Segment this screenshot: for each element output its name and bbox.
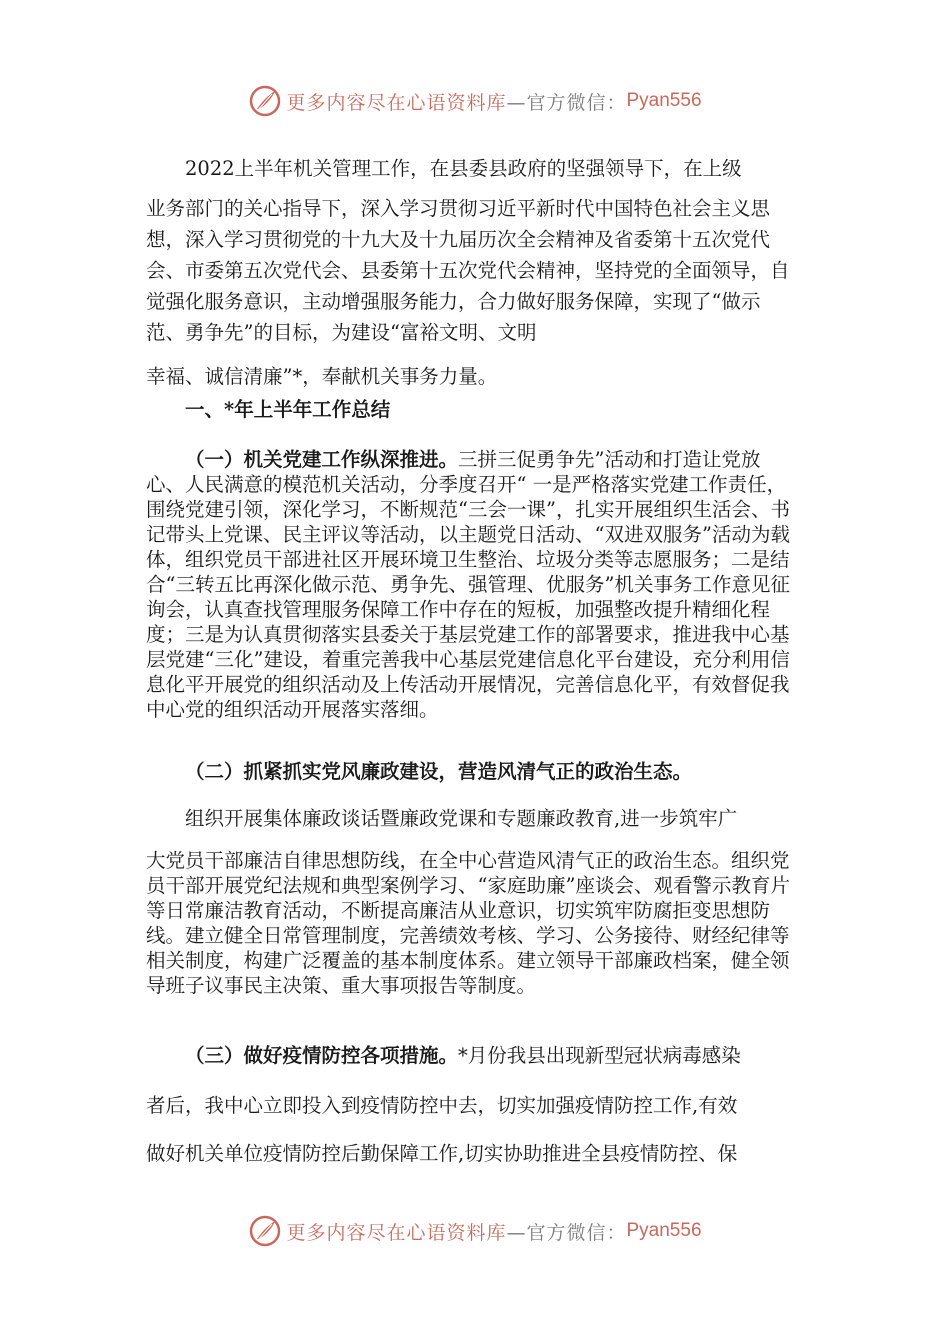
section1-title: （一）机关党建工作纵深推进。 — [185, 448, 459, 471]
section-integrity — [146, 757, 796, 998]
section3-title: （三）做好疫情防控各项措施。 — [185, 1044, 459, 1067]
section2-first-line: 组织开展集体廉政谈话暨廉政党课和专题廉政教育,进一步筑牢广 — [185, 807, 738, 830]
watermark-brand: 更多内容尽在心语资料库 — [286, 91, 507, 114]
section2-body: 大党员干部廉洁自律思想防线，在全中心营造风清气正的政治生态。组织党员干部开展党纪法规和典型案例学习、“家庭助廉”座谈会、观看警示教育片等日常廉洁教育活动，不断提高廉洁从业意识，切实筑牢防腐拒变思想防线。建立健全日常管理制度，完善绩效考核、学习、公务接待、财经纪律等相关制度，构建广泛覆盖的基本制度体系。建立领导干部廉政档案，健全领导班子议事民主决策、重大事项报告等制度。 — [146, 849, 790, 997]
watermark-id: Pyan556 — [626, 1220, 702, 1241]
header-watermark — [0, 84, 950, 118]
intro-paragraph — [146, 153, 796, 392]
feather-pen-logo-icon — [248, 84, 282, 118]
section1-paragraph — [146, 447, 796, 722]
section3-text: *月份我县出现新型冠状病毒感染 — [458, 1044, 741, 1067]
watermark-suffix: —官方微信： — [506, 91, 627, 114]
section3-line3: 做好机关单位疫情防控后勤保障工作,切实协助推进全县疫情防控、保 — [146, 1142, 738, 1165]
section3-line2: 者后，我中心立即投入到疫情防控中去，切实加强疫情防控工作,有效 — [146, 1094, 738, 1117]
section-heading — [146, 395, 796, 425]
section1-text: 三拼三促勇争先”活动和打造让党放心、人民满意的模范机关活动，分季度召开“ 一是严格落实党建工作责任，围绕党建引领，深化学习，不断规范“三会一课”，扎实开展组织生活会、书记带头上党课、民主评议等活动，以主题党日活动、“双进双服务”活动为载体，组织党员干部进社区开展环境卫生整治、垃圾分类等志愿服务；二是结合“三转五比再深化做示范、勇争先、强管理、优服务”机关事务工作意见征询会，认真查找管理服务保障工作中存在的短板，加强整改提升精细化程度；三是为认真贯彻落实县委关于基层党建工作的部署要求，推进我中心基层党建“三化”建设，着重完善我中心基层党建信息化平台建设，充分利用信息化平开展党的组织活动及上传活动开展情况，完善信息化平，有效督促我中心党的组织活动开展落实落细。 — [146, 448, 790, 721]
feather-pen-logo-icon — [248, 1214, 282, 1248]
watermark-id: Pyan556 — [626, 90, 702, 111]
heading-summary: 一、*年上半年工作总结 — [185, 398, 391, 421]
section2-title: （二）抓紧抓实党风廉政建设，营造风清气正的政治生态。 — [185, 760, 693, 783]
section-epidemic — [146, 1041, 796, 1169]
section3-first-line — [146, 1041, 796, 1071]
intro-body: 业务部门的关心指导下，深入学习贯彻习近平新时代中国特色社会主义思想，深入学习贯彻党的十九大及十九届历次全会精神及省委第十五次党代会、市委第五次党代会、县委第十五次党代会精神，坚持党的全面领导，自觉强化服务意识，主动增强服务能力，合力做好服务保障，实现了“做示范、勇争先”的目标，为建设“富裕文明、文明 — [146, 197, 790, 344]
intro-last-line: 幸福、诚信清廉”*，奉献机关事务力量。 — [146, 365, 498, 388]
footer-watermark — [0, 1214, 950, 1248]
intro-first-line: 2022上半年机关管理工作，在县委县政府的坚强领导下，在上级 — [185, 157, 742, 180]
watermark-brand: 更多内容尽在心语资料库 — [286, 1221, 507, 1244]
watermark-suffix: —官方微信： — [506, 1221, 627, 1244]
section-party-building — [146, 447, 796, 722]
